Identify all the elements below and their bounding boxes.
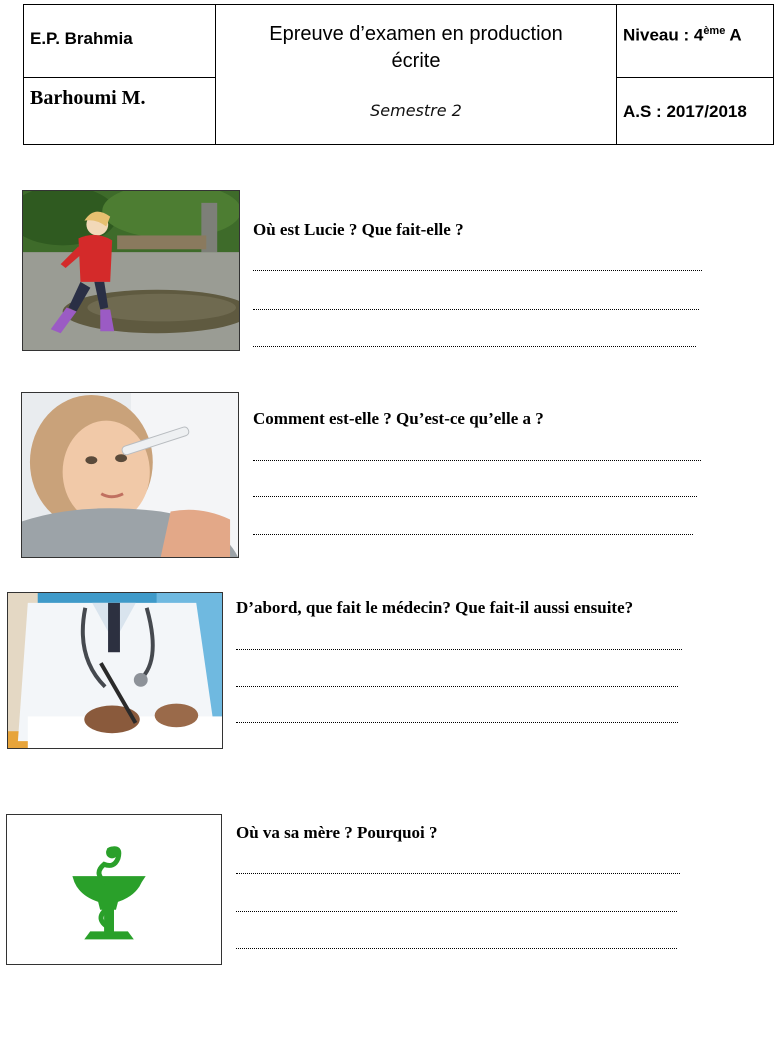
- answer-line[interactable]: [236, 911, 677, 912]
- doctor-image: [7, 592, 223, 749]
- answer-line[interactable]: [253, 309, 699, 310]
- header-table: [23, 4, 774, 145]
- question-3-text: D’abord, que fait le médecin? Que fait-il aussi ensuite?: [236, 598, 634, 617]
- pharmacy-symbol-icon: [7, 815, 221, 964]
- level-suffix: A: [725, 25, 742, 45]
- sick-girl-image: [21, 392, 239, 558]
- pharmacy-image: [6, 814, 222, 965]
- header-divider: [616, 77, 773, 78]
- answer-line[interactable]: [236, 948, 677, 949]
- answer-line[interactable]: [236, 686, 678, 687]
- girl-puddle-image: [22, 190, 240, 351]
- answer-line[interactable]: [253, 534, 693, 535]
- answer-line[interactable]: [253, 460, 701, 461]
- header-divider: [616, 5, 617, 144]
- question-4-text: Où va sa mère ? Pourquoi ?: [236, 823, 438, 842]
- level-prefix: Niveau : 4: [623, 25, 704, 45]
- exam-title-line2: écrite: [391, 50, 441, 72]
- question-1-text: Où est Lucie ? Que fait-elle ?: [253, 220, 464, 239]
- question-2-text: Comment est-elle ? Qu’est-ce qu’elle a ?: [253, 409, 544, 428]
- answer-line[interactable]: [236, 649, 682, 650]
- answer-line[interactable]: [236, 722, 678, 723]
- header-divider: [24, 77, 215, 78]
- answer-line[interactable]: [236, 873, 680, 874]
- exam-title: [216, 21, 616, 75]
- answer-line[interactable]: [253, 346, 696, 347]
- semester-label: Semestre 2: [370, 101, 462, 120]
- exam-title-line1: Epreuve d’examen en production: [269, 23, 563, 45]
- level-superscript: ème: [703, 25, 726, 37]
- school-name: E.P. Brahmia: [30, 29, 133, 48]
- answer-line[interactable]: [253, 270, 702, 271]
- answer-line[interactable]: [253, 496, 697, 497]
- class-level: [623, 25, 742, 46]
- school-year: A.S : 2017/2018: [623, 102, 747, 121]
- teacher-name: Barhoumi M.: [30, 87, 146, 109]
